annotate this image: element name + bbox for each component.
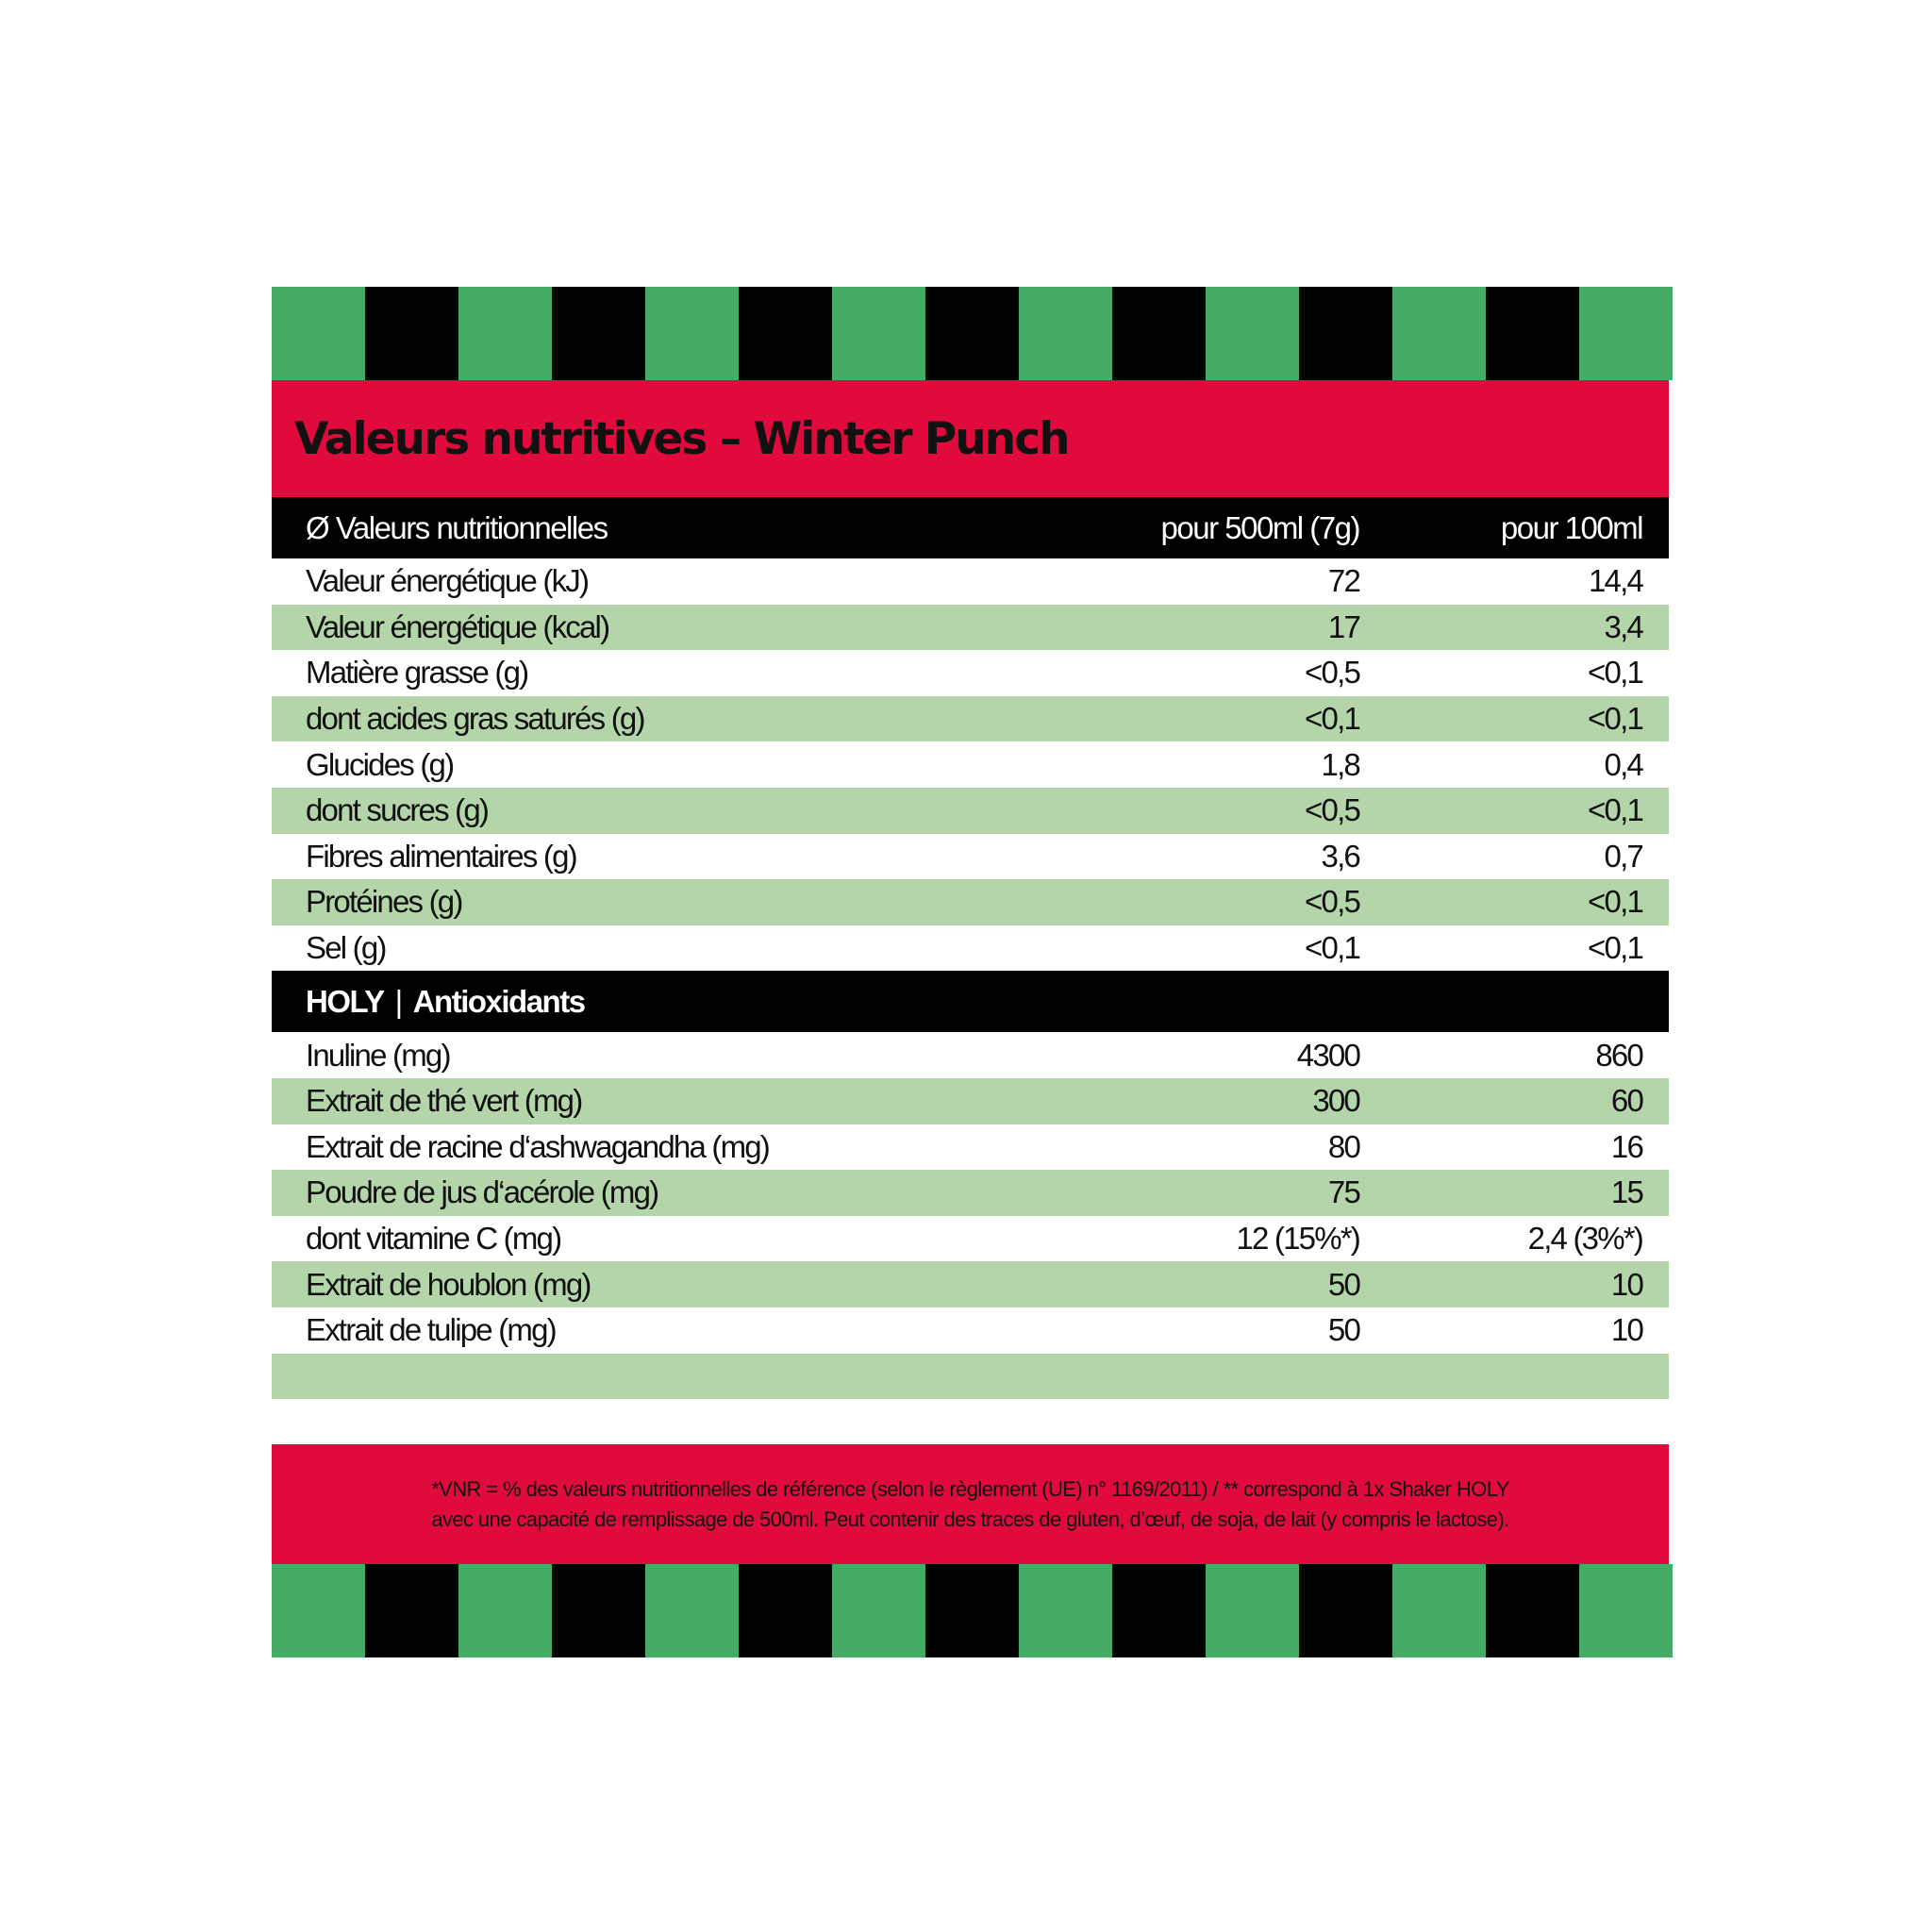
value-500ml: <0,1 [1305,930,1359,966]
row-label: dont sucres (g) [306,792,489,828]
header-label: Ø Valeurs nutritionnelles [306,509,608,545]
value-100ml: 10 [1610,1312,1642,1348]
value-500ml: 300 [1312,1083,1359,1119]
value-500ml: 50 [1327,1312,1359,1348]
checker-cell [1579,287,1673,380]
checker-cell [1112,1564,1206,1657]
checker-cell [1019,287,1112,380]
row-label: Valeur énergétique (kJ) [306,563,589,599]
checker-cell [832,1564,925,1657]
row-label: Extrait de racine d‘ashwagandha (mg) [306,1128,769,1164]
table-row [272,1078,1669,1124]
antioxidant-table-body [272,1032,1669,1353]
table-header [272,497,1669,558]
antioxidants-header [272,971,1669,1032]
table-row [272,650,1669,696]
value-100ml: 15 [1610,1174,1642,1210]
value-100ml: 860 [1595,1037,1642,1073]
checker-cell [552,287,645,380]
table-row [272,834,1669,880]
checker-cell [1299,287,1392,380]
value-500ml: 4300 [1296,1037,1359,1073]
row-label: Matière grasse (g) [306,655,528,691]
value-500ml: 72 [1327,563,1359,599]
value-500ml: 1,8 [1321,746,1359,782]
table-row [272,605,1669,651]
checker-cell [1206,287,1299,380]
checker-cell [925,1564,1019,1657]
table-row [272,1216,1669,1262]
checker-border-top [272,287,1669,380]
value-100ml: <0,1 [1588,701,1642,737]
value-500ml: 3,6 [1321,838,1359,874]
table-row [272,879,1669,925]
table-row [272,1124,1669,1171]
checker-cell [1392,287,1486,380]
value-100ml: <0,1 [1588,792,1642,828]
checker-cell [365,287,458,380]
value-100ml: <0,1 [1588,884,1642,920]
row-label: dont vitamine C (mg) [306,1221,561,1257]
value-100ml: 60 [1610,1083,1642,1119]
row-label: dont acides gras saturés (g) [306,701,644,737]
table-end-stripe [272,1354,1669,1400]
checker-cell [1299,1564,1392,1657]
page-title: Valeurs nutritives – Winter Punch [294,412,1069,465]
checker-cell [739,287,832,380]
checker-cell [832,287,925,380]
value-100ml: 0,7 [1604,838,1642,874]
value-500ml: <0,5 [1305,884,1359,920]
row-label: Protéines (g) [306,884,462,920]
row-label: Fibres alimentaires (g) [306,838,576,874]
checker-cell [645,287,739,380]
checker-cell [1019,1564,1112,1657]
row-label: Extrait de thé vert (mg) [306,1083,582,1119]
header-col-500ml: pour 500ml (7g) [1160,509,1359,545]
checker-border-bottom [272,1564,1669,1657]
checker-cell [1112,287,1206,380]
value-500ml: <0,5 [1305,792,1359,828]
table-row [272,788,1669,834]
footer-line-1: *VNR = % des valeurs nutritionnelles de référence (selon le règlement (UE) n° 1169/2011) / ** correspond à 1x Shaker HOLY [431,1476,1509,1501]
checker-cell [1579,1564,1673,1657]
checker-cell [552,1564,645,1657]
value-100ml: <0,1 [1588,930,1642,966]
table-row [272,558,1669,605]
row-label: Poudre de jus d‘acérole (mg) [306,1174,658,1210]
footer-note [272,1444,1669,1564]
table-row [272,741,1669,788]
checker-cell [645,1564,739,1657]
title-bar [272,380,1669,497]
section-label: Antioxidants [412,983,585,1019]
checker-cell [365,1564,458,1657]
value-100ml: <0,1 [1588,655,1642,691]
checker-cell [272,287,365,380]
row-label: Sel (g) [306,930,386,966]
table-row [272,1032,1669,1078]
value-500ml: 75 [1327,1174,1359,1210]
table-row [272,925,1669,972]
checker-cell [739,1564,832,1657]
checker-cell [458,1564,552,1657]
table-row [272,1170,1669,1216]
row-label: Extrait de houblon (mg) [306,1266,591,1302]
separator: | [394,983,402,1019]
table-row [272,696,1669,742]
nutrition-table-body [272,558,1669,971]
row-label: Inuline (mg) [306,1037,450,1073]
value-500ml: 12 (15%*) [1236,1221,1359,1257]
checker-cell [1486,287,1579,380]
value-100ml: 0,4 [1604,746,1642,782]
value-500ml: 17 [1327,608,1359,644]
value-500ml: <0,1 [1305,701,1359,737]
checker-cell [272,1564,365,1657]
checker-cell [1206,1564,1299,1657]
table-row [272,1261,1669,1307]
checker-cell [458,287,552,380]
value-500ml: 80 [1327,1128,1359,1164]
checker-cell [1392,1564,1486,1657]
brand-label: HOLY [306,983,384,1019]
spacer-gap [272,1399,1669,1444]
value-100ml: 14,4 [1588,563,1642,599]
checker-cell [925,287,1019,380]
antioxidants-header-label [272,984,1669,1020]
value-100ml: 10 [1610,1266,1642,1302]
table-row [272,1307,1669,1354]
row-label: Valeur énergétique (kcal) [306,608,609,644]
row-label: Glucides (g) [306,746,454,782]
nutrition-panel [272,287,1669,1657]
checker-cell [1486,1564,1579,1657]
value-100ml: 3,4 [1604,608,1642,644]
footer-line-2: avec une capacité de remplissage de 500ml. Peut contenir des traces de gluten, d’œuf, de soja, de lait (y compris le lactose). [431,1507,1509,1531]
value-500ml: 50 [1327,1266,1359,1302]
value-100ml: 2,4 (3%*) [1527,1221,1642,1257]
value-100ml: 16 [1610,1128,1642,1164]
value-500ml: <0,5 [1305,655,1359,691]
row-label: Extrait de tulipe (mg) [306,1312,556,1348]
header-col-100ml: pour 100ml [1500,509,1642,545]
